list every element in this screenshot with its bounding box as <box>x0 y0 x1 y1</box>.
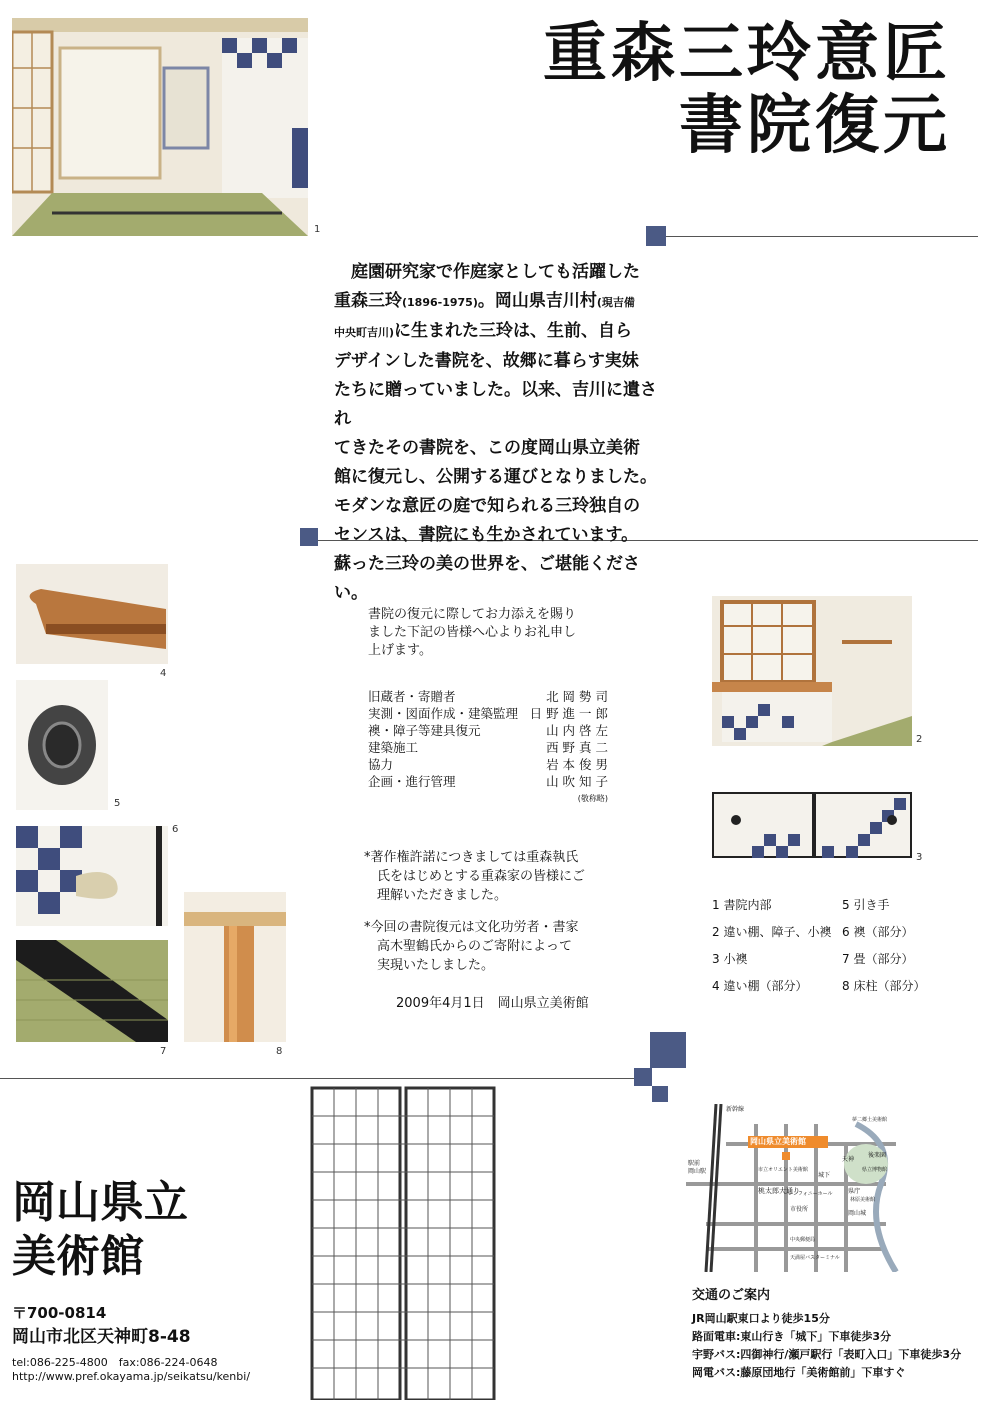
map-label: 市役所 <box>790 1206 809 1213</box>
credit-name: 北 岡 勢 司 <box>546 689 608 704</box>
photo-number: 3 <box>916 852 923 863</box>
map-label: シンフォニーホール <box>788 1191 833 1197</box>
legend-item: 1 書院内部 <box>712 898 772 912</box>
website-url: http://www.pref.okayama.jp/seikatsu/kenbi/ <box>12 1370 251 1383</box>
map-label: 夢二郷土美術館 <box>852 1117 888 1123</box>
intro-place: 。岡山県吉川村 <box>477 291 597 311</box>
museum-name <box>12 1176 188 1284</box>
credit-name: 西 野 真 二 <box>546 740 608 755</box>
intro-years: (1896-1975) <box>402 296 478 309</box>
thanks-line: 上げます。 <box>368 643 432 658</box>
note-line: 実現いたしました。 <box>364 958 495 973</box>
photo-fusuma-detail <box>16 826 168 926</box>
photo-number: 1 <box>314 224 321 235</box>
legend-item: 3 小襖 <box>712 952 748 966</box>
intro-line: てきたその書院を、この度岡山県立美術 <box>334 438 640 458</box>
credit-row <box>368 722 608 739</box>
legend-item: 6 襖（部分） <box>842 925 914 939</box>
note-line: *今回の書院復元は文化功労者・書家 <box>364 920 579 935</box>
deco-square <box>650 1032 686 1068</box>
photo-pillar-detail <box>184 892 286 1042</box>
intro-line: たちに贈っていました。以来、吉川に遺され <box>334 380 657 429</box>
copyright-note <box>364 848 624 905</box>
deco-square <box>652 1086 668 1102</box>
thanks-text <box>368 606 618 660</box>
access-line: 岡電バス:藤原団地行「美術館前」下車すぐ <box>692 1366 906 1379</box>
intro-line: 蘇った三玲の美の世界を、ご堪能ください。 <box>334 554 640 603</box>
honorific-note: (敬称略) <box>577 794 608 803</box>
photo-pull-handle <box>16 680 108 810</box>
deco-square <box>634 1068 652 1086</box>
legend-item: 4 違い棚（部分） <box>712 979 808 993</box>
map-label: 城下 <box>818 1172 831 1179</box>
intro-name: 重森三玲 <box>334 291 402 311</box>
legend-item: 2 違い棚、障子、小襖 <box>712 925 832 939</box>
photo-legend <box>712 892 952 1000</box>
map-label: 中央郵便局 <box>790 1237 816 1243</box>
title-line-1: 重森三玲意匠 <box>543 17 951 91</box>
postal-code: 〒700-0814 <box>12 1304 107 1322</box>
map-label: 天満屋バスターミナル <box>790 1255 840 1261</box>
photo-small-fusuma <box>712 792 912 858</box>
map-label: 天神 <box>842 1156 855 1163</box>
photo-shelf-shoji <box>712 596 912 746</box>
photo-shelf-detail <box>16 564 168 664</box>
intro-line: デザインした書院を、故郷に暮らす実妹 <box>334 351 639 371</box>
photo-number: 5 <box>114 798 121 809</box>
photo-number: 7 <box>160 1046 167 1057</box>
credit-row <box>368 773 608 790</box>
divider-line <box>666 236 978 237</box>
note-line: 高木聖鶴氏からのご寄附によって <box>364 939 573 954</box>
intro-line: 館に復元し、公開する運びとなりました。 <box>334 467 657 487</box>
credit-name: 山 吹 知 子 <box>546 774 608 789</box>
credit-row <box>368 739 608 756</box>
intro-line: センスは、書院にも生かされています。 <box>334 525 639 545</box>
photo-number: 2 <box>916 734 923 745</box>
credit-row <box>368 756 608 773</box>
date-line: 2009年4月1日 岡山県立美術館 <box>396 996 589 1011</box>
museum-name-line: 美術館 <box>12 1231 144 1282</box>
credits-list <box>368 688 608 807</box>
thanks-line: ました下記の皆様へ心よりお礼申し <box>368 625 577 640</box>
intro-line: モダンな意匠の庭で知られる三玲独自の <box>334 496 641 516</box>
deco-square <box>300 528 318 546</box>
note-line: 氏をはじめとする重森家の皆様にご <box>364 869 586 884</box>
legend-item: 7 畳（部分） <box>842 952 914 966</box>
photo-number: 6 <box>172 824 179 835</box>
intro-line: 庭園研究家で作庭家としても活躍した <box>334 262 640 282</box>
photo-number: 8 <box>276 1046 283 1057</box>
map-label: 林原美術館 <box>850 1197 876 1203</box>
credit-role: 協力 <box>368 757 394 772</box>
credit-role: 襖・障子等建具復元 <box>368 723 481 738</box>
donation-note <box>364 918 624 975</box>
map-label: 新幹線 <box>726 1106 745 1113</box>
intro-place-note-a: (現吉備 <box>596 296 635 309</box>
intro-line: に生まれた三玲は、生前、自ら <box>394 321 633 341</box>
map-label: 県庁 <box>848 1188 861 1195</box>
map-label: 県立博物館 <box>862 1167 888 1173</box>
map-label: 岡山城 <box>848 1210 867 1217</box>
map-label: 桃太郎大通り <box>758 1187 800 1195</box>
legend-item: 8 床柱（部分） <box>842 979 926 993</box>
access-line: 路面電車:東山行き「城下」下車徒歩3分 <box>692 1330 892 1343</box>
museum-name-line: 岡山県立 <box>12 1177 188 1228</box>
photo-shoin-interior <box>12 18 308 236</box>
thanks-line: 書院の復元に際してお力添えを賜り <box>368 607 577 622</box>
credit-row <box>368 688 608 705</box>
access-heading: 交通のご案内 <box>692 1288 771 1303</box>
credit-row <box>368 705 608 722</box>
map-label: 駅前 <box>688 1160 701 1167</box>
divider-line <box>0 1078 634 1079</box>
title-line-2: 書院復元 <box>679 89 951 163</box>
photo-number: 4 <box>160 668 167 679</box>
phone-fax: tel:086-225-4800 fax:086-224-0648 <box>12 1356 218 1369</box>
street-address: 岡山市北区天神町8-48 <box>12 1327 191 1347</box>
access-line: 宇野バス:四御神行/瀬戸駅行「表町入口」下車徒歩3分 <box>692 1348 962 1361</box>
page-title <box>543 18 951 162</box>
photo-tatami-detail <box>16 940 168 1042</box>
map-label: 市立オリエント美術館 <box>758 1167 808 1173</box>
note-line: 理解いただきました。 <box>364 888 508 903</box>
legend-item: 5 引き手 <box>842 898 890 912</box>
credit-name: 岩 本 俊 男 <box>546 757 608 772</box>
map-label: 後楽園 <box>868 1152 887 1159</box>
intro-place-note-b: 中央町吉川) <box>334 326 395 339</box>
credit-name: 日 野 進 一 郎 <box>529 706 608 721</box>
access-line: JR岡山駅東口より徒歩15分 <box>692 1312 830 1325</box>
credit-role: 旧蔵者・寄贈者 <box>368 689 456 704</box>
access-map <box>686 1104 912 1272</box>
credit-role: 企画・進行管理 <box>368 774 456 789</box>
note-line: *著作権許諾につきましては重森執氏 <box>364 850 579 865</box>
map-museum-label: 岡山県立美術館 <box>750 1137 806 1146</box>
shoji-drawing <box>310 1086 500 1400</box>
map-label: 岡山駅 <box>688 1168 707 1175</box>
intro-text <box>334 258 664 608</box>
credit-role: 実測・図面作成・建築監理 <box>368 706 519 721</box>
credit-role: 建築施工 <box>368 740 419 755</box>
deco-square <box>646 226 666 246</box>
credit-name: 山 内 啓 左 <box>546 723 608 738</box>
